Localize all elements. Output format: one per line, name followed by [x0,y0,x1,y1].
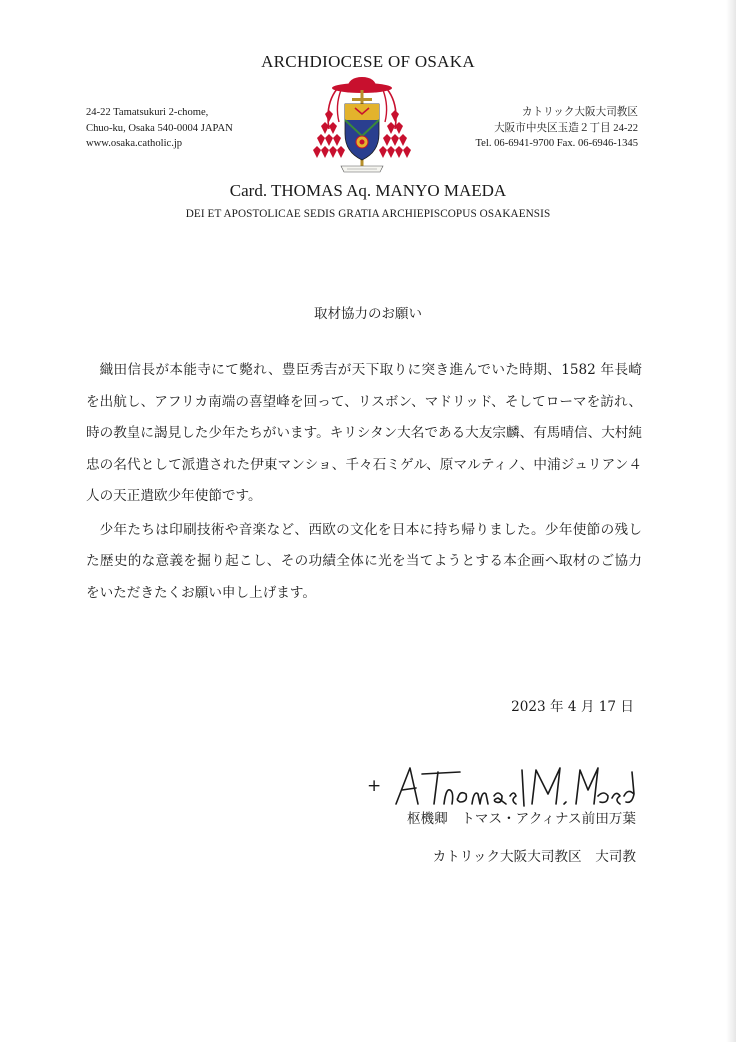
address-english [86,105,233,152]
letter-date: 2023 年 4 月 17 日 [511,699,634,715]
website-url: www.osaka.catholic.jp [86,138,183,149]
cross-mark: + [367,776,382,796]
address-line: 24-22 Tamatsukuri 2-chome, [86,107,209,118]
page-edge-shadow [726,0,736,1042]
body-paragraph: 織田信長が本能寺にて斃れ、豊臣秀吉が天下取りに突き進んでいた時期、1582 年長崎を出航し、アフリカ南端の喜望峰を回って、リスボン、マドリッド、そしてローマを訪れ、時の教皇に謁見した少年たちがいます。キリシタン大名である大友宗麟、有馬晴信、大村純忠の名代として派遣された伊東マンショ、千々石ミゲル、原マルティノ、中浦ジュリアン４人の天正遣欧少年使節です。 [86,362,642,504]
body-paragraph: 少年たちは印刷技術や音楽など、西欧の文化を日本に持ち帰りました。少年使節の残した歴史的な意義を掘り起こし、その功績全体に光を当てようとする本企画へ取材のご協力をいただきたくお願い申し上げます。 [86,521,642,601]
letter-body [86,355,642,611]
document-title: 取材協力のお願い [314,306,422,322]
signer-office: カトリック大阪大司教区 大司教 [432,849,636,865]
address-japanese [475,105,638,152]
address-line: Chuo-ku, Osaka 540-0004 JAPAN [86,122,233,134]
org-name: ARCHDIOCESE OF OSAKA [261,52,475,71]
coat-of-arms-icon [307,74,417,182]
signer-name: 枢機卿 トマス・アクィナス前田万葉 [406,811,636,827]
sender-name: Card. THOMAS Aq. MANYO MAEDA [229,181,507,200]
phone-fax: Tel. 06-6941-9700 Fax. 06-6946-1345 [475,138,638,149]
address-line: 大阪市中央区玉造２丁目 24-22 [494,122,638,134]
address-line: カトリック大阪大司教区 [521,107,638,118]
sender-title: DEI ET APOSTOLICAE SEDIS GRATIA ARCHIEPISCOPUS OSAKAENSIS [185,208,551,220]
